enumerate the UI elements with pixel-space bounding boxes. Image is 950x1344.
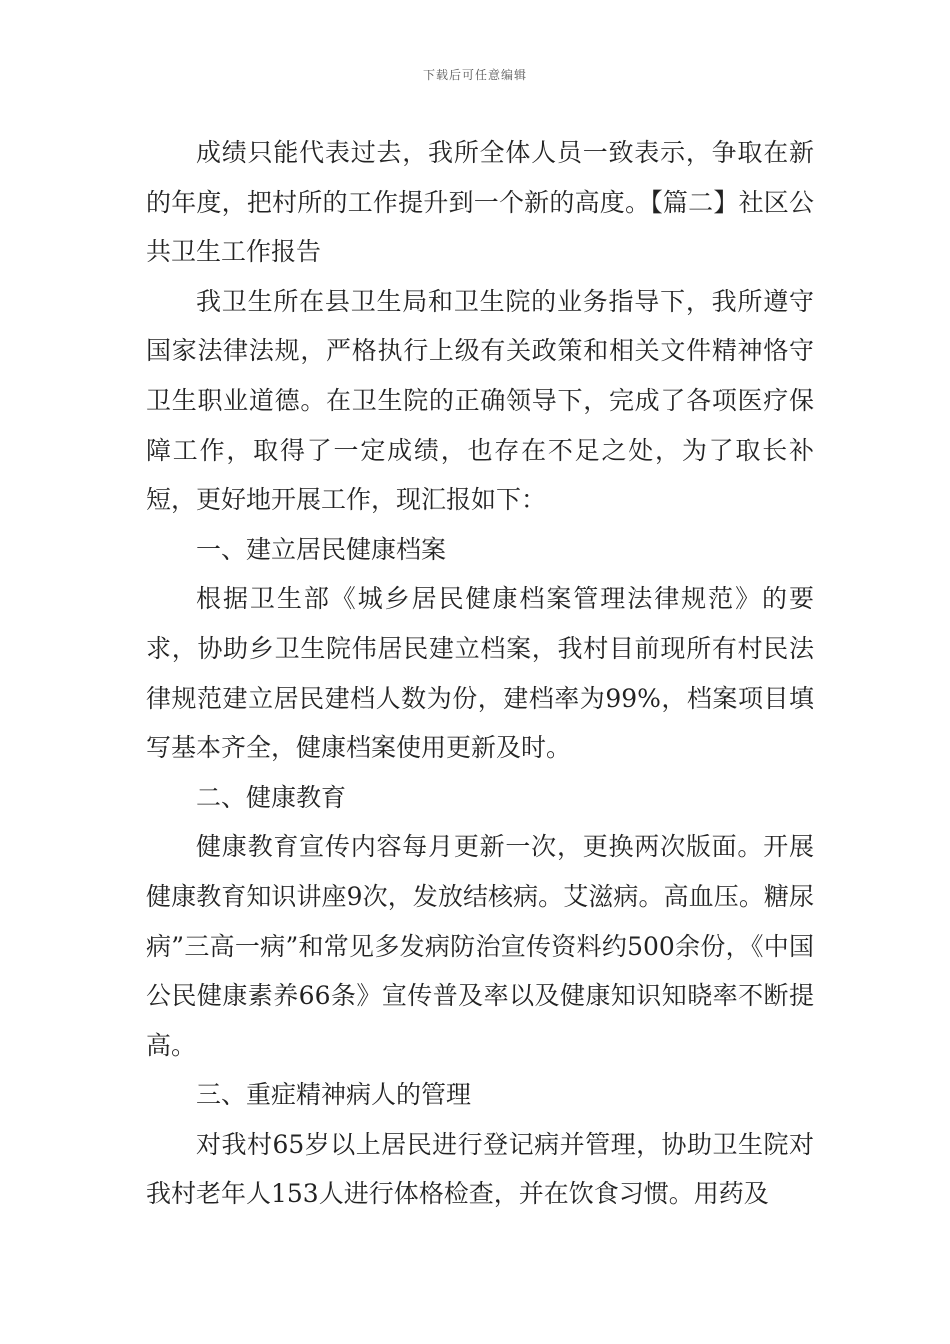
- paragraph-health-education: 健康教育宣传内容每月更新一次，更换两次版面。开展健康教育知识讲座9次，发放结核病。艾滋病。高血压。糖尿病”三高一病”和常见多发病防治宣传资料约500余份，《中国公民健康素养66条》宣传普及率以及健康知识知晓率不断提高。: [146, 832, 814, 1060]
- section-heading-health-education: 二、健康教育: [196, 782, 347, 812]
- paragraph-conclusion: 成绩只能代表过去，我所全体人员一致表示，争取在新的年度，把村所的工作提升到一个新的高度。【篇二】社区公共卫生工作报告: [146, 138, 814, 267]
- paragraph-intro: 我卫生所在县卫生局和卫生院的业务指导下，我所遵守国家法律法规，严格执行上级有关政策和相关文件精神恪守卫生职业道德。在卫生院的正确领导下，完成了各项医疗保障工作，取得了一定成绩，也存在不足之处，为了取长补短，更好地开展工作，现汇报如下：: [146, 286, 814, 515]
- section-heading-mental-illness: 三、重症精神病人的管理: [196, 1080, 472, 1110]
- paragraph-mental-illness: 对我村65岁以上居民进行登记病并管理，协助卫生院对我村老年人153人进行体格检查，并在饮食习惯。用药及: [146, 1129, 814, 1209]
- document-body: [146, 128, 814, 1219]
- paragraph-health-records: 根据卫生部《城乡居民健康档案管理法律规范》的要求，协助乡卫生院伟居民建立档案，我村目前现所有村民法律规范建立居民建档人数为份，建档率为99%，档案项目填写基本齐全，健康档案使用更新及时。: [146, 584, 814, 763]
- page-header: 下载后可任意编辑: [422, 68, 527, 82]
- section-heading-health-records: 一、建立居民健康档案: [196, 534, 447, 564]
